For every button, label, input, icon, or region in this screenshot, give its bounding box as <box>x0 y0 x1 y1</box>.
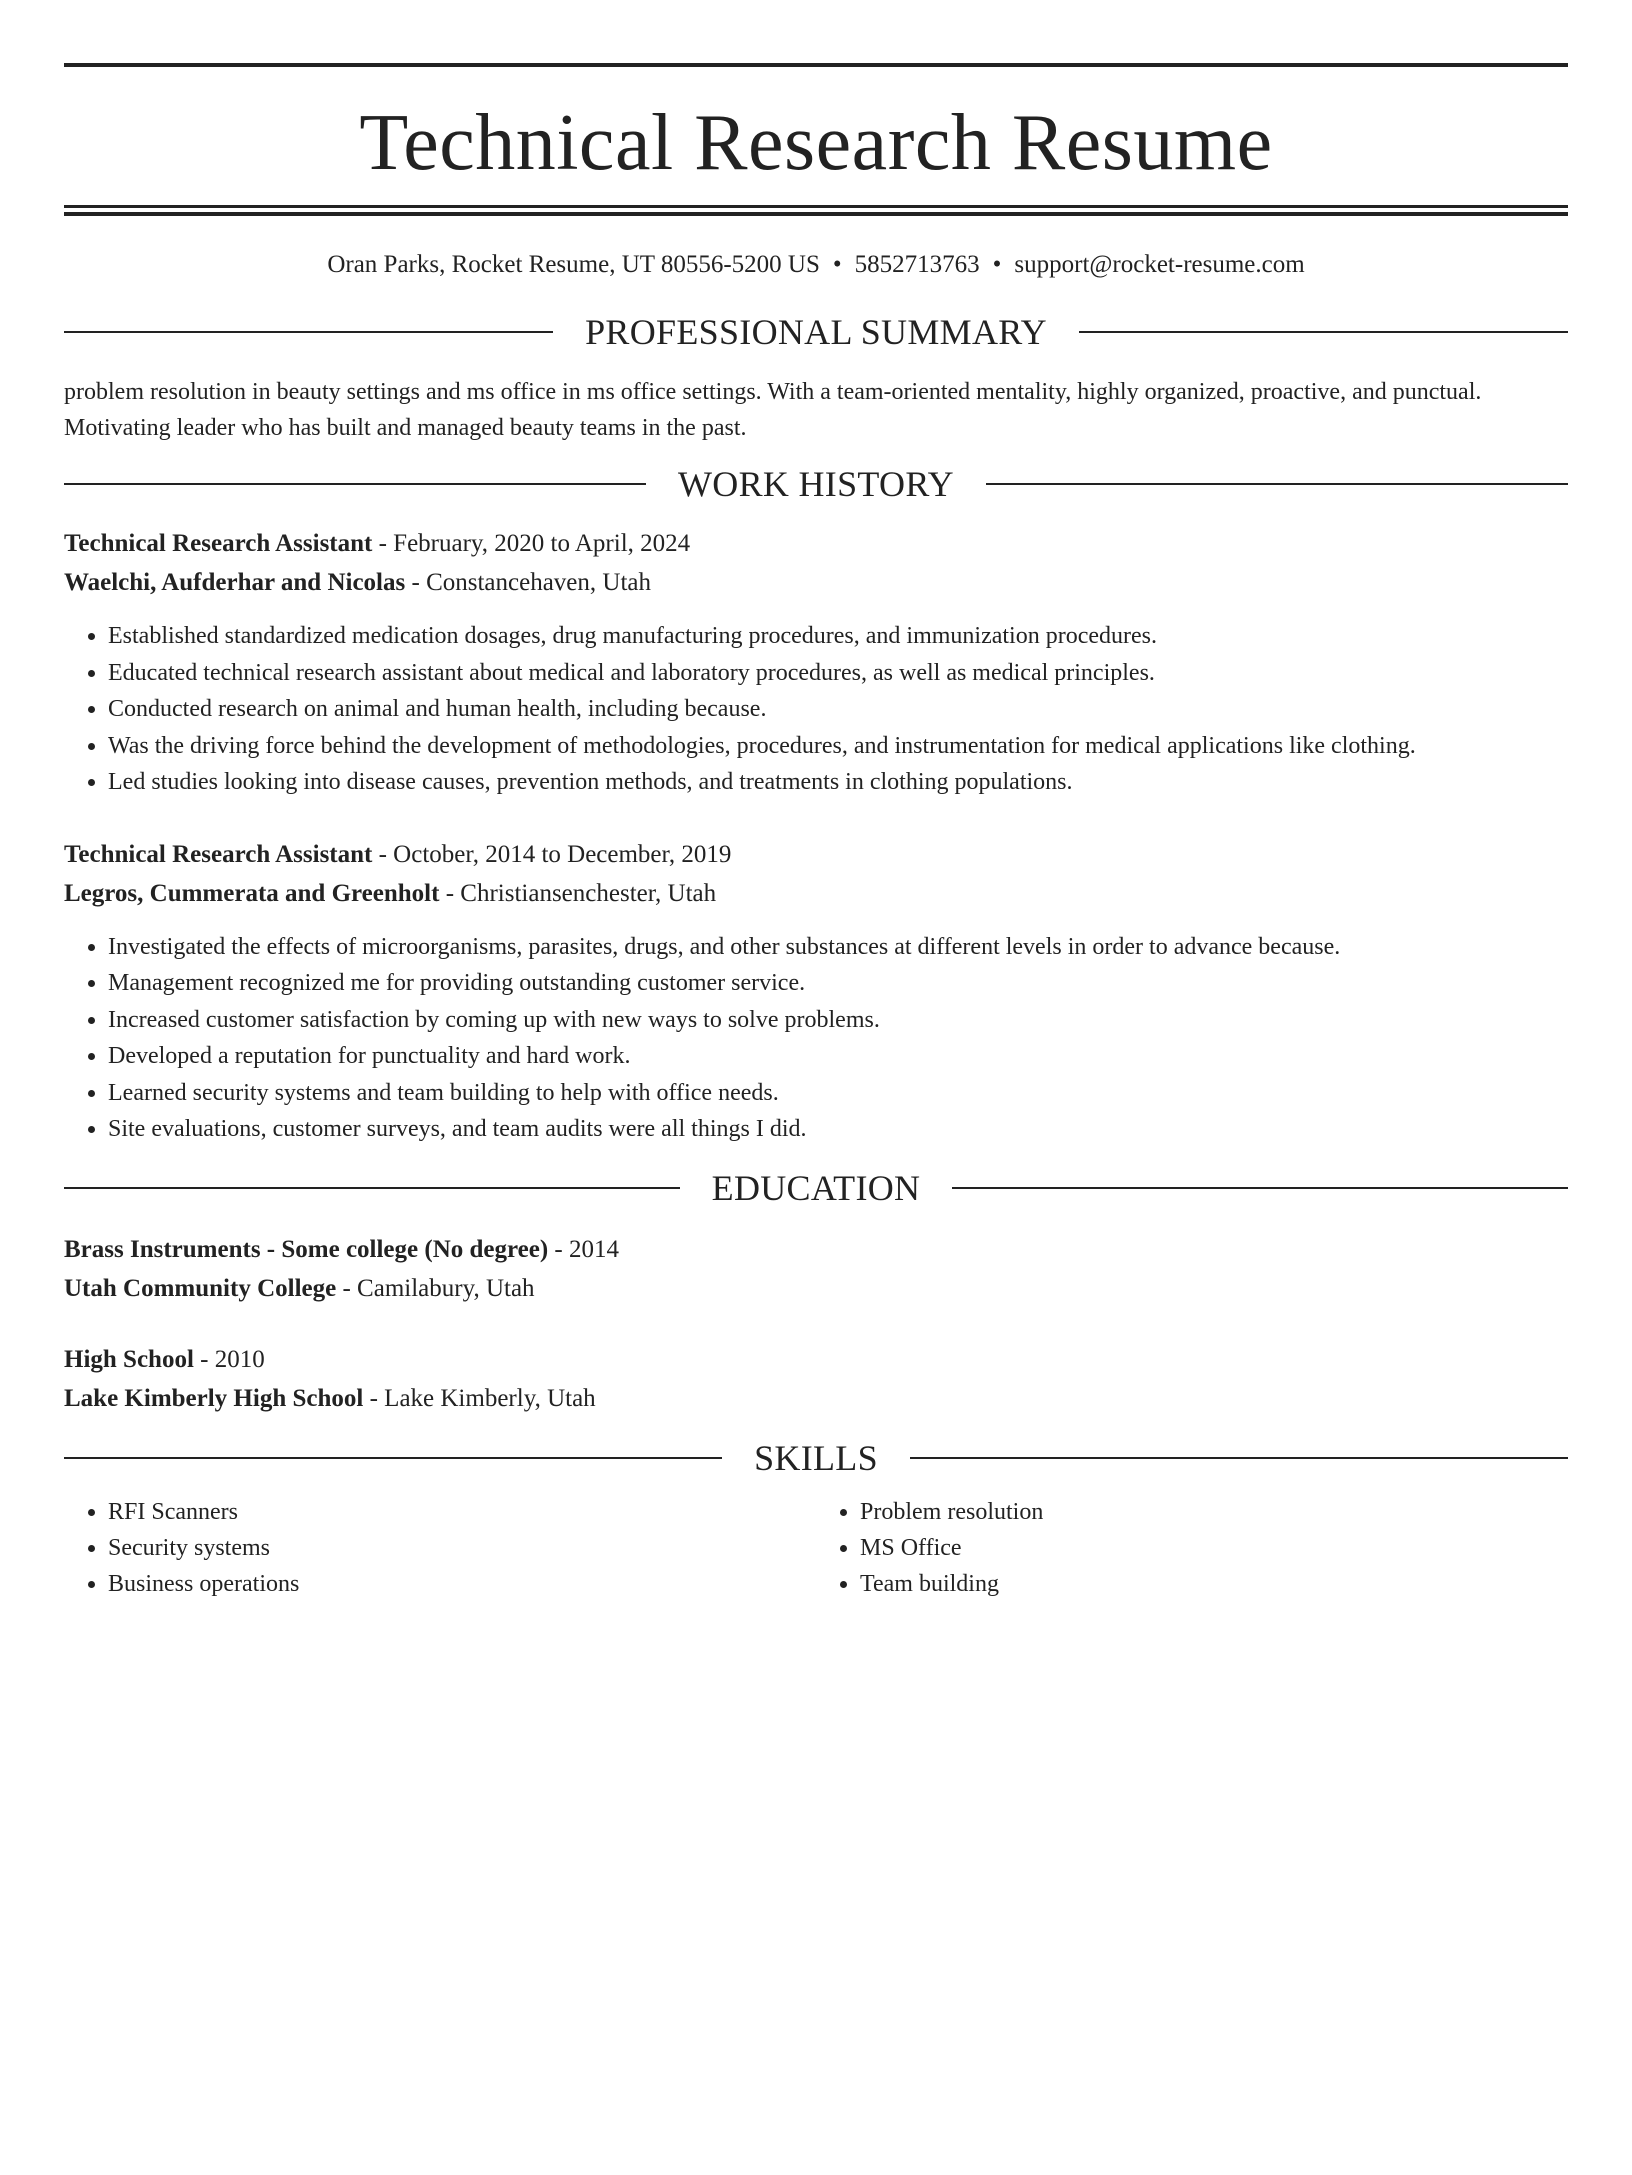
education-entry <box>64 1340 1568 1418</box>
job-company-line <box>64 874 1568 913</box>
list-item: • Increased customer satisfaction by coming up with new ways to solve problems. <box>108 1002 1568 1039</box>
skill-item: • Team building <box>860 1566 1568 1602</box>
skill-item: • Business operations <box>108 1566 816 1602</box>
section-heading-skills <box>64 1437 1568 1478</box>
section-heading-education <box>64 1167 1568 1208</box>
job-company-line <box>64 563 1568 602</box>
job-dates: - October, 2014 to December, 2019 <box>372 840 732 868</box>
education-degree: Brass Instruments - Some college (No degree) <box>64 1235 549 1263</box>
skills-list-left <box>64 1494 816 1602</box>
list-item: • Management recognized me for providing outstanding customer service. <box>108 965 1568 1002</box>
job-bullets <box>64 929 1568 1148</box>
education-year: - 2010 <box>193 1345 265 1373</box>
resume-page <box>0 63 1632 2175</box>
list-item: • Site evaluations, customer surveys, and team audits were all things I did. <box>108 1111 1568 1148</box>
section-title: WORK HISTORY <box>678 464 954 504</box>
education-year: - 2014 <box>548 1235 619 1263</box>
list-item: • Developed a reputation for punctuality and hard work. <box>108 1038 1568 1075</box>
section-heading-summary <box>64 314 1568 350</box>
contact-email[interactable]: support@rocket-resume.com <box>1014 251 1305 278</box>
job-bullets <box>64 618 1568 801</box>
education-school: Lake Kimberly High School <box>64 1384 364 1412</box>
education-school-line <box>64 1379 1568 1418</box>
contact-separator: • <box>992 251 1002 278</box>
skills-list-right <box>816 1494 1568 1602</box>
job-title-line <box>64 524 1568 563</box>
job-location: - Christiansenchester, Utah <box>439 879 717 907</box>
skill-item: • MS Office <box>860 1530 1568 1566</box>
section-title: EDUCATION <box>711 1167 921 1208</box>
heading-rule <box>952 1187 1568 1189</box>
skills-columns <box>64 1494 1568 1602</box>
education-location: - Lake Kimberly, Utah <box>363 1384 596 1412</box>
contact-separator: • <box>832 251 842 278</box>
job-company: Legros, Cummerata and Greenholt <box>64 879 440 907</box>
job-entry <box>64 524 1568 801</box>
contact-address: Oran Parks, Rocket Resume, UT 80556-5200 US <box>327 251 820 278</box>
list-item: • Led studies looking into disease causes, prevention methods, and treatments in clothing populations. <box>108 764 1568 801</box>
contact-line <box>64 250 1568 280</box>
heading-rule <box>1079 331 1568 333</box>
section-heading-work <box>64 466 1568 502</box>
job-dates: - February, 2020 to April, 2024 <box>372 530 691 557</box>
list-item: • Investigated the effects of microorganisms, parasites, drugs, and other substances at different levels in order to advance because. <box>108 929 1568 966</box>
education-entry <box>64 1230 1568 1308</box>
education-degree: High School <box>64 1345 194 1373</box>
job-title: Technical Research Assistant <box>64 530 373 557</box>
list-item: • Was the driving force behind the development of methodologies, procedures, and instrumentation for medical applications like clothing. <box>108 728 1568 765</box>
list-item: • Conducted research on animal and human health, including because. <box>108 691 1568 728</box>
heading-rule <box>64 1187 680 1189</box>
heading-rule <box>910 1457 1568 1459</box>
job-location: - Constancehaven, Utah <box>405 569 652 596</box>
education-school: Utah Community College <box>64 1274 337 1302</box>
education-degree-line <box>64 1340 1568 1379</box>
resume-title: Technical Research Resume <box>359 99 1273 187</box>
job-entry <box>64 835 1568 1148</box>
skill-item: • Problem resolution <box>860 1494 1568 1530</box>
heading-rule <box>64 331 553 333</box>
section-title: SKILLS <box>754 1437 878 1478</box>
job-company: Waelchi, Aufderhar and Nicolas <box>64 569 406 596</box>
title-double-rule <box>64 205 1568 216</box>
top-rule <box>64 63 1568 67</box>
job-title: Technical Research Assistant <box>64 840 373 868</box>
list-item: • Learned security systems and team building to help with office needs. <box>108 1075 1568 1112</box>
list-item: • Educated technical research assistant about medical and laboratory procedures, as well as medical principles. <box>108 655 1568 692</box>
contact-phone: 5852713763 <box>854 251 980 278</box>
heading-rule <box>986 483 1568 485</box>
heading-rule <box>64 483 646 485</box>
list-item: • Established standardized medication dosages, drug manufacturing procedures, and immunization procedures. <box>108 618 1568 655</box>
education-school-line <box>64 1269 1568 1308</box>
summary-text: problem resolution in beauty settings and ms office in ms office settings. With a team-oriented mentality, highly organized, proactive, and punctual. Motivating leader who has built and managed beauty teams in the past. <box>64 379 1482 441</box>
heading-rule <box>64 1457 722 1459</box>
education-degree-line <box>64 1230 1568 1269</box>
section-title: PROFESSIONAL SUMMARY <box>585 312 1047 352</box>
skill-item: • Security systems <box>108 1530 816 1566</box>
skill-item: • RFI Scanners <box>108 1494 816 1530</box>
job-title-line <box>64 835 1568 874</box>
education-location: - Camilabury, Utah <box>336 1274 535 1302</box>
